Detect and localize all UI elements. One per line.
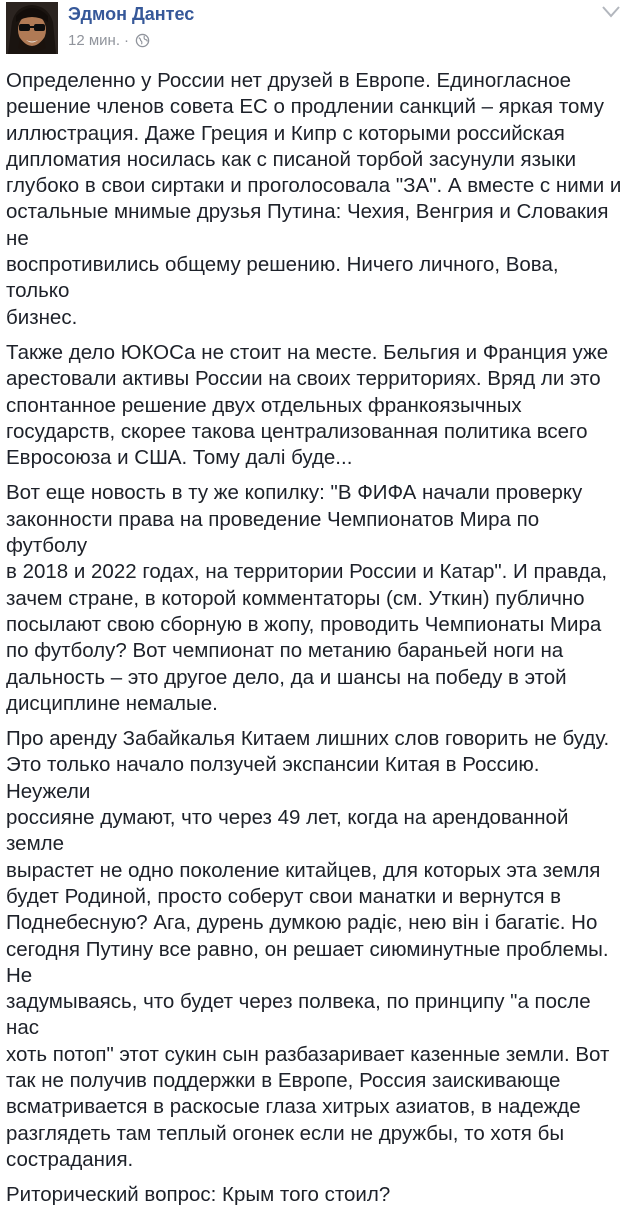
post-paragraph: Определенно у России нет друзей в Европе. Единогласное решение членов совета ЕС о продлении санкций – яркая тому иллюстрация. Даже Греция и Кипр с которыми российская дипломатия носилась как с писаной торбой засунули языки глубоко в свои сиртаки и проголосовала "ЗА". А вместе с ними и остальные мнимые друзья Путина: Чехия, Венгрия и Словакия не воспротивились общему решению. Ничего личного, Вова, только бизнес. (6, 69, 622, 329)
post-paragraph: Также дело ЮКОСа не стоит на месте. Бельгия и Франция уже арестовали активы России на своих территориях. Вряд ли это спонтанное решение двух отдельных франкоязычных государств, скорее такова централизованная политика всего Евросоюза и США. Тому далі буде... (6, 340, 609, 470)
post-header (0, 0, 632, 64)
author-name[interactable]: Эдмон Дантес (68, 4, 195, 24)
post-meta (68, 32, 150, 49)
chevron-down-icon[interactable] (600, 4, 622, 20)
post-paragraph: Про аренду Забайкалья Китаем лишних слов говорить не буду. Это только начало ползучей экспансии Китая в Россию. Неужели россияне думают, что через 49 лет, когда на арендованной земле вырастет не одно поколение китайцев, для которых эта земля будет Родиной, просто соберут свои манатки и вернутся в Поднебесную? Ага, дурень думкою радіє, нею він і багатіє. Но сегодня Путину все равно, он решает сиюминутные проблемы. Не задумываясь, что будет через полвека, по принципу "а после нас хоть потоп" этот сукин сын разбазаривает казенные земли. Вот так не получив поддержки в Европе, Россия заискивающе всматривается в раскосые глаза хитрых азиатов, в надежде разглядеть там теплый огонек если не дружбы, то хотя бы сострадания. (6, 727, 610, 1171)
post-paragraph: Риторический вопрос: Крым того стоил? (6, 1183, 391, 1207)
post-paragraph: Вот еще новость в ту же копилку: "В ФИФА начали проверку законности права на проведение Чемпионатов Мира по футболу в 2018 и 2022 годах, на территории России и Катар". И правда, зачем стране, в которой комментаторы (см. Уткин) публично посылают свою сборную в жопу, проводить Чемпионаты Мира по футболу? Вот чемпионат по метанию бараньей ноги на дальность – это другое дело, да и шансы на победу в этой дисциплине немалые. (6, 481, 608, 715)
avatar[interactable] (6, 2, 58, 54)
avatar-image (6, 2, 58, 54)
post-time[interactable]: 12 мин. (68, 32, 120, 49)
post-body (6, 68, 622, 1217)
globe-icon[interactable] (135, 33, 150, 48)
meta-separator: · (124, 32, 129, 49)
